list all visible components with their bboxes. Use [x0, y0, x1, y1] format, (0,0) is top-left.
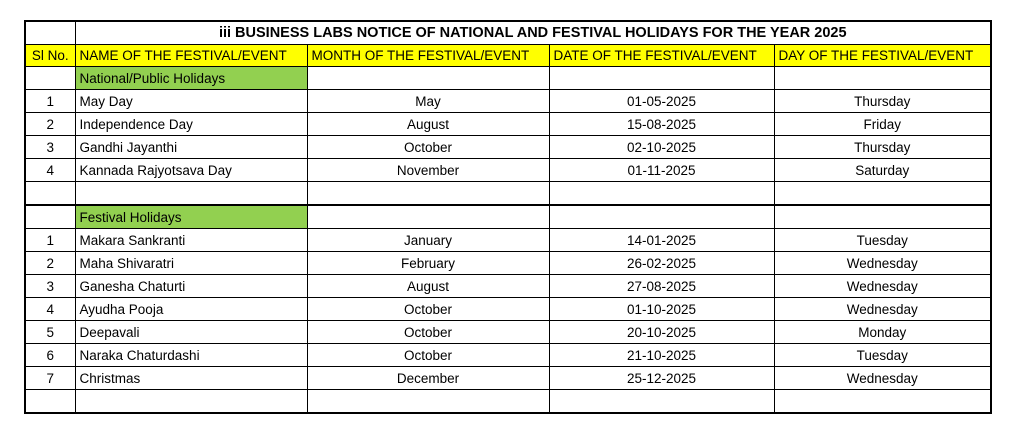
month-cell: October	[307, 321, 549, 344]
day-cell: Thursday	[774, 136, 991, 159]
sl-no-cell: 1	[25, 229, 75, 252]
day-cell: Wednesday	[774, 298, 991, 321]
title-row	[25, 21, 991, 45]
date-cell: 01-05-2025	[549, 90, 774, 113]
empty-cell	[307, 67, 549, 90]
sl-no-cell: 4	[25, 159, 75, 182]
table-row	[25, 275, 991, 298]
date-cell: 15-08-2025	[549, 113, 774, 136]
name-cell: Makara Sankranti	[75, 229, 307, 252]
section-spacer-cell	[25, 67, 75, 90]
blank-row	[25, 390, 991, 414]
empty-cell	[307, 182, 549, 206]
section-label-row	[25, 67, 991, 90]
name-cell: Independence Day	[75, 113, 307, 136]
empty-cell	[25, 390, 75, 414]
month-cell: January	[307, 229, 549, 252]
sl-no-cell: 3	[25, 136, 75, 159]
day-cell: Wednesday	[774, 275, 991, 298]
empty-cell	[549, 205, 774, 229]
table-title: iii BUSINESS LABS NOTICE OF NATIONAL AND FESTIVAL HOLIDAYS FOR THE YEAR 2025	[75, 21, 991, 45]
month-cell: November	[307, 159, 549, 182]
table-row	[25, 90, 991, 113]
day-cell: Wednesday	[774, 367, 991, 390]
table-row	[25, 252, 991, 275]
month-cell: October	[307, 344, 549, 367]
day-cell: Thursday	[774, 90, 991, 113]
empty-cell	[774, 67, 991, 90]
date-cell: 14-01-2025	[549, 229, 774, 252]
header-day: DAY OF THE FESTIVAL/EVENT	[774, 45, 991, 67]
day-cell: Saturday	[774, 159, 991, 182]
title-spacer-cell	[25, 21, 75, 45]
empty-cell	[774, 205, 991, 229]
section-label: National/Public Holidays	[75, 67, 307, 90]
name-cell: Maha Shivaratri	[75, 252, 307, 275]
empty-cell	[307, 390, 549, 414]
sl-no-cell: 6	[25, 344, 75, 367]
section-label: Festival Holidays	[75, 205, 307, 229]
month-cell: August	[307, 275, 549, 298]
sl-no-cell: 3	[25, 275, 75, 298]
empty-cell	[75, 390, 307, 414]
sl-no-cell: 7	[25, 367, 75, 390]
empty-cell	[307, 205, 549, 229]
name-cell: Kannada Rajyotsava Day	[75, 159, 307, 182]
table-row	[25, 321, 991, 344]
sl-no-cell: 2	[25, 113, 75, 136]
empty-cell	[549, 390, 774, 414]
date-cell: 20-10-2025	[549, 321, 774, 344]
month-cell: May	[307, 90, 549, 113]
header-name: NAME OF THE FESTIVAL/EVENT	[75, 45, 307, 67]
table-row	[25, 344, 991, 367]
date-cell: 21-10-2025	[549, 344, 774, 367]
month-cell: August	[307, 113, 549, 136]
table-row	[25, 367, 991, 390]
sl-no-cell: 1	[25, 90, 75, 113]
month-cell: February	[307, 252, 549, 275]
empty-cell	[549, 182, 774, 206]
table-row	[25, 136, 991, 159]
empty-cell	[75, 182, 307, 206]
day-cell: Friday	[774, 113, 991, 136]
date-cell: 25-12-2025	[549, 367, 774, 390]
day-cell: Tuesday	[774, 229, 991, 252]
date-cell: 02-10-2025	[549, 136, 774, 159]
day-cell: Wednesday	[774, 252, 991, 275]
header-date: DATE OF THE FESTIVAL/EVENT	[549, 45, 774, 67]
empty-cell	[774, 182, 991, 206]
month-cell: December	[307, 367, 549, 390]
name-cell: Ayudha Pooja	[75, 298, 307, 321]
empty-cell	[774, 390, 991, 414]
header-sl-no: Sl No.	[25, 45, 75, 67]
section-label-row	[25, 205, 991, 229]
sl-no-cell: 4	[25, 298, 75, 321]
name-cell: Deepavali	[75, 321, 307, 344]
name-cell: Ganesha Chaturti	[75, 275, 307, 298]
name-cell: Naraka Chaturdashi	[75, 344, 307, 367]
date-cell: 27-08-2025	[549, 275, 774, 298]
day-cell: Tuesday	[774, 344, 991, 367]
month-cell: October	[307, 136, 549, 159]
empty-cell	[549, 67, 774, 90]
name-cell: Gandhi Jayanthi	[75, 136, 307, 159]
sl-no-cell: 2	[25, 252, 75, 275]
name-cell: Christmas	[75, 367, 307, 390]
holiday-notice-sheet	[24, 20, 990, 414]
holiday-table	[24, 20, 992, 414]
table-row	[25, 298, 991, 321]
month-cell: October	[307, 298, 549, 321]
header-month: MONTH OF THE FESTIVAL/EVENT	[307, 45, 549, 67]
header-row	[25, 45, 991, 67]
section-spacer-cell	[25, 205, 75, 229]
table-row	[25, 229, 991, 252]
name-cell: May Day	[75, 90, 307, 113]
date-cell: 01-11-2025	[549, 159, 774, 182]
sl-no-cell: 5	[25, 321, 75, 344]
blank-row	[25, 182, 991, 206]
date-cell: 01-10-2025	[549, 298, 774, 321]
table-row	[25, 159, 991, 182]
day-cell: Monday	[774, 321, 991, 344]
date-cell: 26-02-2025	[549, 252, 774, 275]
empty-cell	[25, 182, 75, 206]
table-row	[25, 113, 991, 136]
